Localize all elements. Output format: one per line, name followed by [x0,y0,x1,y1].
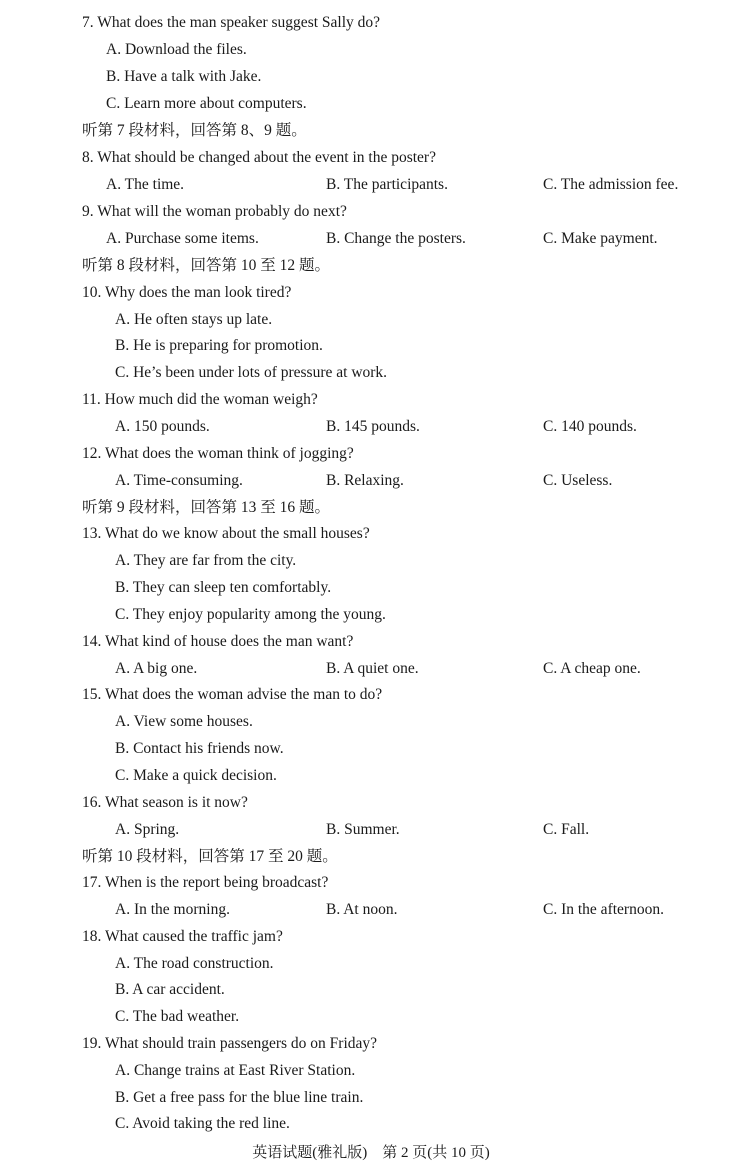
option-19b: B. Get a free pass for the blue line train. [115,1089,364,1106]
option-15a: A. View some houses. [115,713,253,730]
option-17b: B. At noon. [326,901,398,918]
question-14: 14. What kind of house does the man want? [82,633,354,650]
option-13b: B. They can sleep ten comfortably. [115,579,332,596]
option-12b: B. Relaxing. [326,472,404,489]
option-16a: A. Spring. [115,821,180,838]
option-17c: C. In the afternoon. [543,901,664,918]
option-9b: B. Change the posters. [326,230,466,247]
option-11b: B. 145 pounds. [326,418,420,435]
question-9: 9. What will the woman probably do next? [82,203,347,220]
page-footer: 英语试题(雅礼版) 第 2 页(共 10 页) [252,1145,490,1161]
question-16: 16. What season is it now? [82,794,248,811]
option-13a: A. They are far from the city. [115,552,297,569]
option-15b: B. Contact his friends now. [115,740,284,757]
question-15: 15. What does the woman advise the man to do? [82,686,383,703]
question-18: 18. What caused the traffic jam? [82,928,283,945]
section-instruction-10: 听第 10 段材料，回答第 17 至 20 题。 [82,848,338,865]
option-8c: C. The admission fee. [543,176,679,193]
question-19: 19. What should train passengers do on Friday? [82,1035,378,1052]
option-9c: C. Make payment. [543,230,658,247]
option-19a: A. Change trains at East River Station. [115,1062,356,1079]
option-18c: C. The bad weather. [115,1008,240,1025]
option-11a: A. 150 pounds. [115,418,210,435]
question-7: 7. What does the man speaker suggest Sally do? [82,14,381,31]
question-12: 12. What does the woman think of jogging? [82,445,354,462]
option-12a: A. Time-consuming. [115,472,243,489]
question-8: 8. What should be changed about the event in the poster? [82,149,436,166]
option-12c: C. Useless. [543,472,613,489]
option-15c: C. Make a quick decision. [115,767,277,784]
option-16b: B. Summer. [326,821,400,838]
option-13c: C. They enjoy popularity among the young. [115,606,386,623]
section-instruction-8: 听第 8 段材料，回答第 10 至 12 题。 [82,257,331,274]
question-11: 11. How much did the woman weigh? [82,391,318,408]
section-instruction-9: 听第 9 段材料，回答第 13 至 16 题。 [82,499,331,516]
option-7a: A. Download the files. [106,41,247,58]
question-10: 10. Why does the man look tired? [82,284,292,301]
option-11c: C. 140 pounds. [543,418,637,435]
option-14b: B. A quiet one. [326,660,419,677]
option-8a: A. The time. [106,176,185,193]
option-14c: C. A cheap one. [543,660,641,677]
question-13: 13. What do we know about the small houses? [82,525,370,542]
option-17a: A. In the morning. [115,901,230,918]
option-10b: B. He is preparing for promotion. [115,337,323,354]
option-16c: C. Fall. [543,821,590,838]
option-9a: A. Purchase some items. [106,230,259,247]
option-18a: A. The road construction. [115,955,274,972]
option-10a: A. He often stays up late. [115,311,273,328]
option-18b: B. A car accident. [115,981,225,998]
option-7c: C. Learn more about computers. [106,95,307,112]
option-19c: C. Avoid taking the red line. [115,1115,290,1132]
option-10c: C. He’s been under lots of pressure at work. [115,364,388,381]
option-7b: B. Have a talk with Jake. [106,68,262,85]
option-8b: B. The participants. [326,176,448,193]
section-instruction-7: 听第 7 段材料，回答第 8、9 题。 [82,122,307,139]
option-14a: A. A big one. [115,660,198,677]
question-17: 17. When is the report being broadcast? [82,874,329,891]
